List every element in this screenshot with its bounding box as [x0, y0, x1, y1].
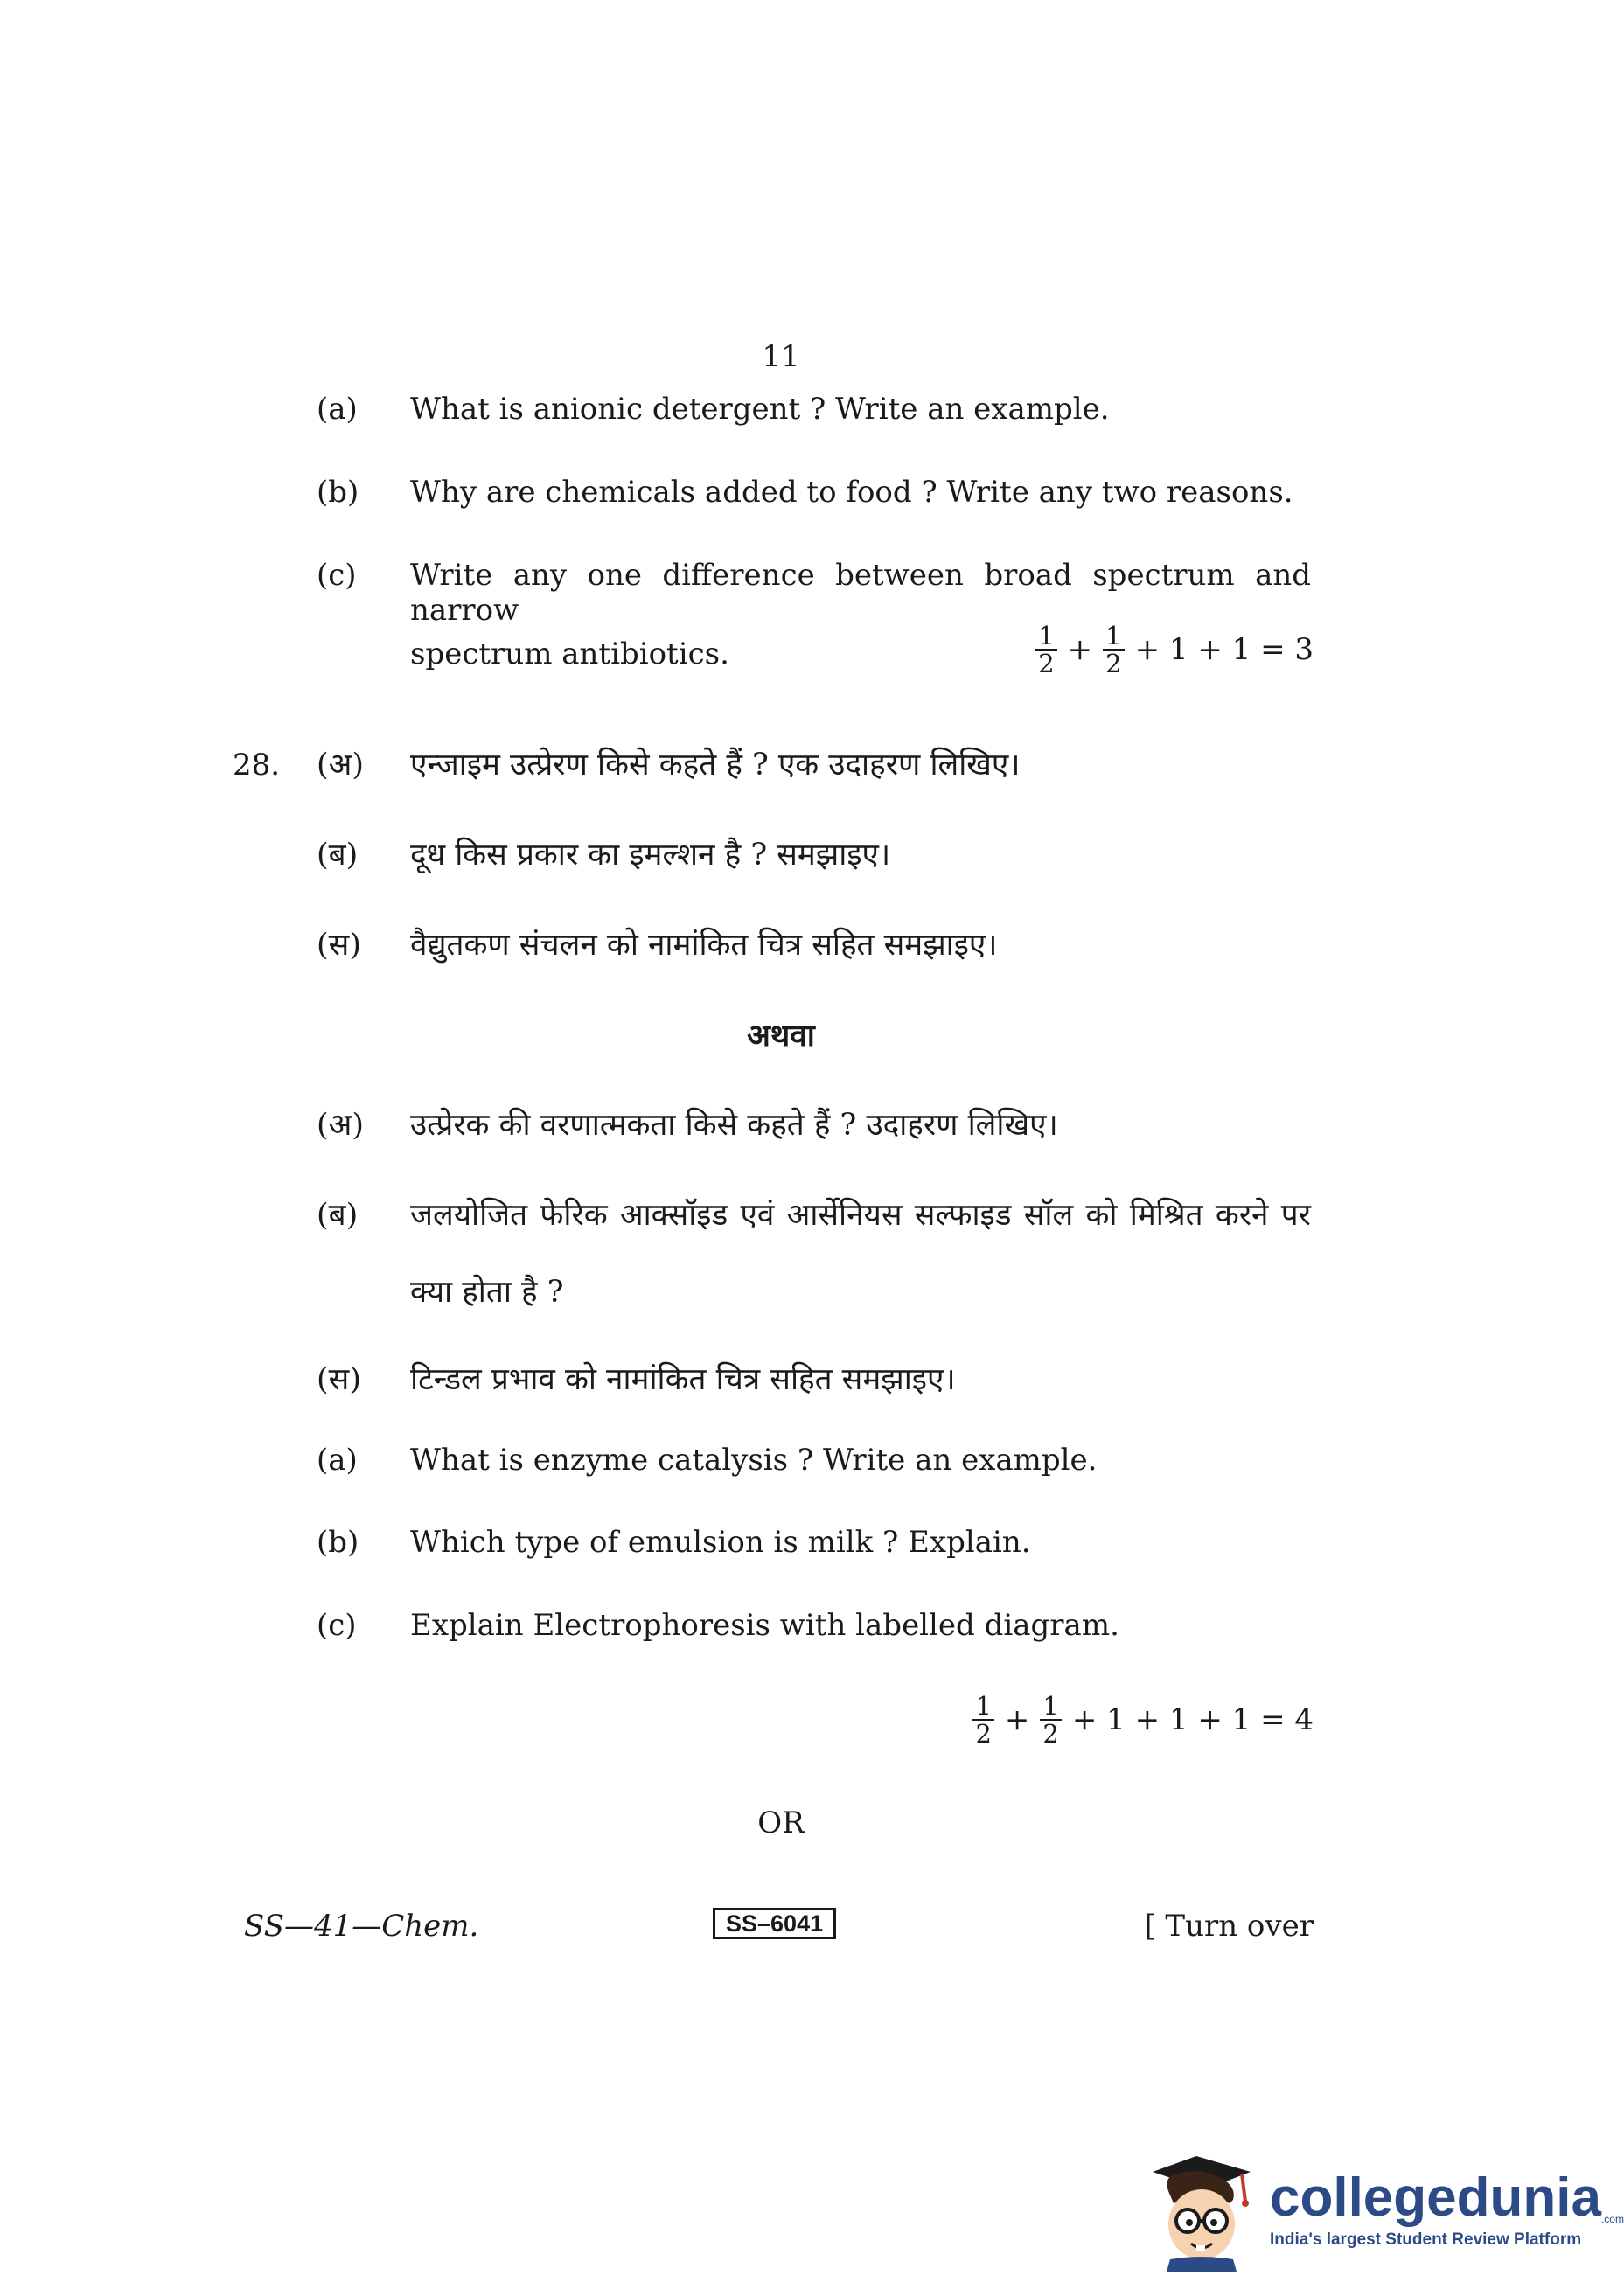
q28-english-c-text: Explain Electrophoresis with labelled diagram. — [410, 1608, 1119, 1643]
q27-a-label: (a) — [317, 392, 358, 427]
q28-hindi-b-text: दूध किस प्रकार का इमल्शन है ? समझाइए। — [410, 838, 891, 873]
q28-hindi-a-text: एन्जाइम उत्प्रेरण किसे कहते हैं ? एक उदाहरण लिखिए। — [410, 748, 1021, 783]
fraction: $\frac{1}{2}$ — [1035, 623, 1056, 677]
q27-c-text: Write any one difference between broad spectrum and narrow — [410, 558, 1311, 628]
q28-hindi-a-label: (अ) — [317, 748, 365, 783]
q27-c-label: (c) — [317, 558, 357, 593]
q27-a-text: What is anionic detergent ? Write an example. — [410, 392, 1110, 427]
fraction: $\frac{1}{2}$ — [1040, 1693, 1061, 1747]
collegedunia-logo — [1153, 2149, 1624, 2272]
student-mascot-icon — [1153, 2149, 1258, 2272]
q28-english-c-label: (c) — [317, 1608, 357, 1643]
q28-hindi-alt-b-text-cont: क्या होता है ? — [410, 1275, 564, 1310]
q28-hindi-c-text: वैद्युतकण संचलन को नामांकित चित्र सहित समझाइए। — [410, 928, 998, 963]
fraction: $\frac{1}{2}$ — [1103, 623, 1124, 677]
q28-english-b-text: Which type of emulsion is milk ? Explain. — [410, 1525, 1031, 1560]
q28-hindi-alt-a-text: उत्प्रेरक की वरणात्मकता किसे कहते हैं ? उदाहरण लिखिए। — [410, 1108, 1058, 1143]
q28-number: 28. — [233, 748, 281, 783]
booklet-code-box: SS–6041 — [713, 1908, 836, 1939]
brand-suffix: .com — [1600, 2213, 1624, 2225]
logo-text-block — [1270, 2167, 1624, 2250]
q28-hindi-alt-a-label: (अ) — [317, 1108, 365, 1143]
brand-tagline: India's largest Student Review Platform — [1270, 2230, 1582, 2249]
q27-c-text-cont: spectrum antibiotics. — [410, 637, 729, 671]
page-number: 11 — [762, 339, 800, 374]
q27-marks: $\frac{1}{2}$ + $\frac{1}{2}$ + 1 + 1 = 3 — [1034, 623, 1314, 677]
footer-booklet-code — [713, 1909, 836, 1938]
q28-english-a-text: What is enzyme catalysis ? Write an example. — [410, 1443, 1098, 1478]
q28-marks: $\frac{1}{2}$ + $\frac{1}{2}$ + 1 + 1 + 1 = 4 — [971, 1693, 1314, 1747]
q28-hindi-alt-c-text: टिन्डल प्रभाव को नामांकित चित्र सहित समझाइए। — [410, 1362, 956, 1397]
q28-hindi-alt-c-label: (स) — [317, 1362, 361, 1397]
q27-b-label: (b) — [317, 475, 359, 510]
q28-english-b-label: (b) — [317, 1525, 359, 1560]
q27-b-text: Why are chemicals added to food ? Write any two reasons. — [410, 475, 1293, 510]
or-english: OR — [757, 1805, 805, 1840]
or-hindi: अथवा — [747, 1018, 815, 1054]
turn-over: [ Turn over — [1144, 1909, 1314, 1944]
q28-hindi-alt-b-label: (ब) — [317, 1198, 359, 1233]
q28-english-a-label: (a) — [317, 1443, 358, 1478]
q28-hindi-alt-b-text: जलयोजित फेरिक आक्सॉइड एवं आर्सेनियस सल्फाइड सॉल को मिश्रित करने पर — [410, 1198, 1311, 1233]
q28-hindi-c-label: (स) — [317, 928, 361, 963]
q28-hindi-b-label: (ब) — [317, 838, 359, 873]
brand-name: collegedunia — [1270, 2167, 1601, 2228]
footer-paper-code: SS—41—Chem. — [244, 1909, 479, 1944]
fraction: $\frac{1}{2}$ — [972, 1693, 993, 1747]
